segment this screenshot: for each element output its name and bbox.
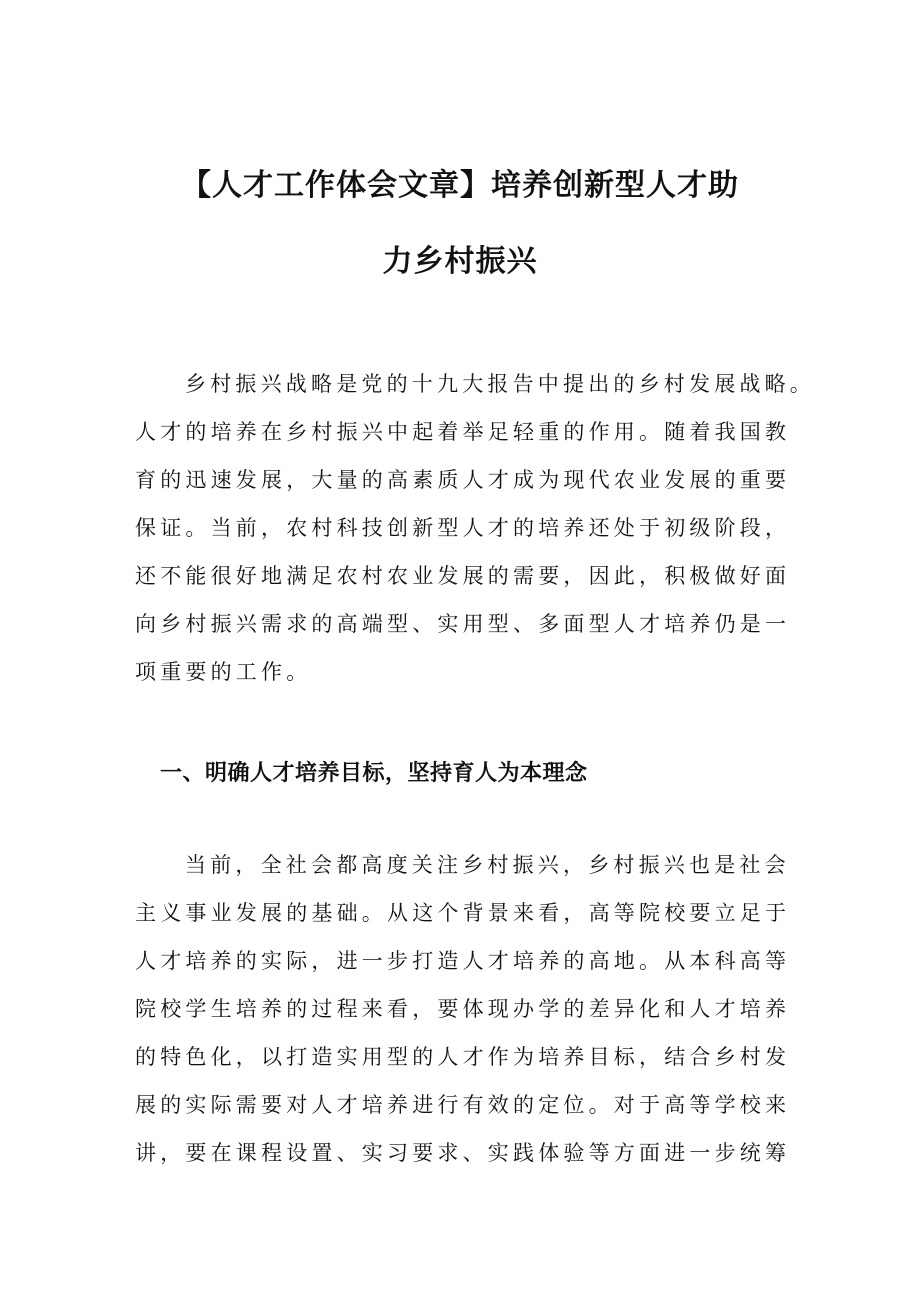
text-line: 人才的培养在乡村振兴中起着举足轻重的作用。随着我国教 — [135, 420, 791, 444]
text-line: 育的迅速发展，大量的高素质人才成为现代农业发展的重要 — [135, 468, 791, 492]
section-heading-1: 一、明确人才培养目标，坚持育人为本理念 — [160, 761, 588, 786]
text-line: 项重要的工作。 — [135, 660, 312, 684]
text-line: 主义事业发展的基础。从这个背景来看，高等院校要立足于 — [135, 901, 791, 925]
text-line: 向乡村振兴需求的高端型、实用型、多面型人才培养仍是一 — [135, 612, 791, 636]
text-line: 讲，要在课程设置、实习要求、实践体验等方面进一步统筹 — [135, 1141, 791, 1165]
document-title-line-1: 【人才工作体会文章】培养创新型人才助 — [181, 168, 739, 203]
text-line: 的特色化，以打造实用型的人才作为培养目标，结合乡村发 — [135, 1045, 791, 1069]
text-line: 还不能很好地满足农村农业发展的需要，因此，积极做好面 — [135, 564, 791, 588]
document-title-line-2: 力乡村振兴 — [382, 244, 538, 279]
text-line: 保证。当前，农村科技创新型人才的培养还处于初级阶段， — [135, 516, 791, 540]
text-line: 展的实际需要对人才培养进行有效的定位。对于高等学校来 — [135, 1093, 791, 1117]
text-line: 人才培养的实际，进一步打造人才培养的高地。从本科高等 — [135, 949, 791, 973]
text-line: 乡村振兴战略是党的十九大报告中提出的乡村发展战略。 — [185, 372, 815, 396]
text-line: 当前，全社会都高度关注乡村振兴，乡村振兴也是社会 — [185, 853, 790, 877]
text-line: 院校学生培养的过程来看，要体现办学的差异化和人才培养 — [135, 997, 791, 1021]
